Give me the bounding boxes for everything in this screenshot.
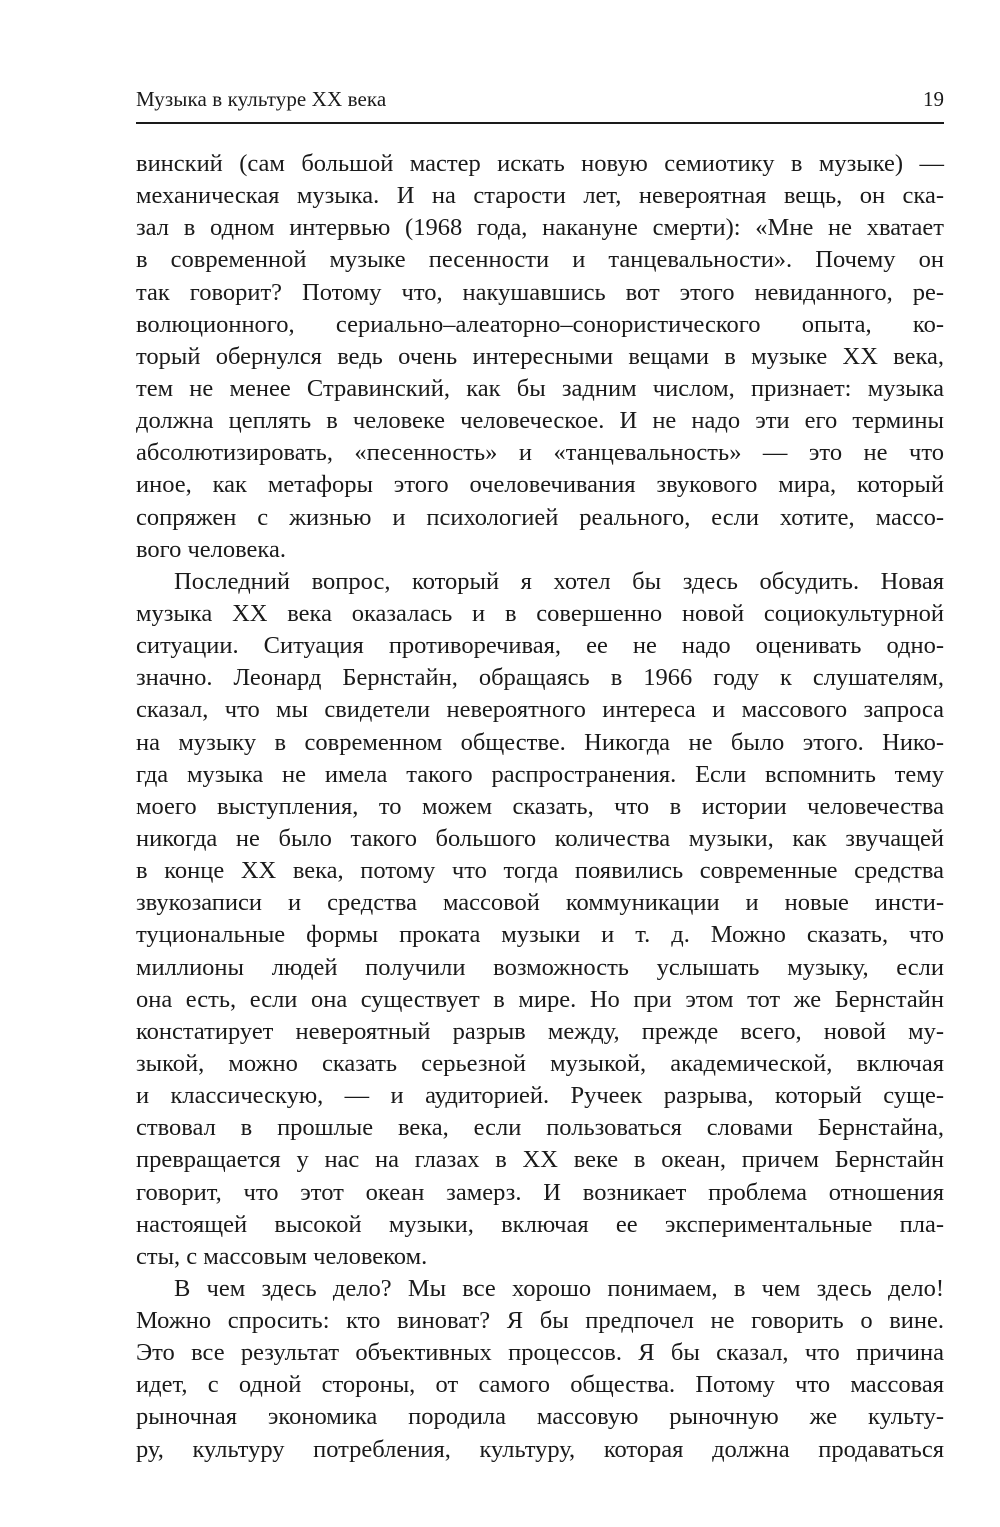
text-line: никогда не было такого большого количества музыки, как звучащей — [136, 824, 944, 852]
text-line: винский (сам большой мастер искать новую семиотику в музыке) — — [136, 150, 944, 177]
text-line: должна цеплять в человеке человеческое. И не надо эти его термины — [136, 407, 944, 435]
text-line: вого человека. — [136, 535, 286, 563]
text-line: в конце XX века, потому что тогда появились современные средства — [136, 857, 944, 885]
text-line: сопряжен с жизнью и психологией реального, если хотите, массо- — [136, 503, 944, 531]
text-line: зыкой, можно сказать серьезной музыкой, академической, включая — [136, 1049, 944, 1077]
running-header — [136, 84, 944, 120]
text-line: зал в одном интервью (1968 года, накануне смерти): «Мне не хватает — [136, 214, 944, 242]
body-text — [136, 148, 944, 1466]
text-line: превращается у нас на глазах в XX веке в океан, причем Бернстайн — [136, 1146, 944, 1174]
paragraph-2 — [136, 566, 944, 1273]
text-line: миллионы людей получили возможность услышать музыку, если — [136, 953, 944, 981]
text-line: В чем здесь дело? Мы все хорошо понимаем, в чем здесь дело! — [174, 1274, 944, 1302]
text-line: значно. Леонард Бернстайн, обращаясь в 1966 году к слушателям, — [136, 664, 944, 692]
text-line: ситуации. Ситуация противоречивая, ее не надо оценивать одно- — [136, 632, 944, 660]
text-line: Последний вопрос, который я хотел бы здесь обсудить. Новая — [174, 567, 944, 595]
text-line: идет, с одной стороны, от самого общества. Потому что массовая — [136, 1371, 944, 1399]
text-line: механическая музыка. И на старости лет, невероятная вещь, он ска- — [136, 182, 944, 210]
text-line: туциональные формы проката музыки и т. д. Можно сказать, что — [136, 921, 944, 949]
text-line: абсолютизировать, «песенность» и «танцевальность» — это не что — [136, 439, 944, 467]
text-line: моего выступления, то можем сказать, что в истории человечества — [136, 792, 944, 820]
text-line: Это все результат объективных процессов. Я бы сказал, что причина — [136, 1339, 944, 1367]
text-line: она есть, если она существует в мире. Но при этом тот же Бернстайн — [136, 985, 944, 1013]
running-header-title: Музыка в культуре XX века — [136, 87, 387, 111]
text-line: ру, культуру потребления, культуру, которая должна продаваться — [136, 1435, 944, 1463]
text-line: и классическую, — и аудиторией. Ручеек разрыва, который суще- — [136, 1082, 944, 1110]
text-line: торый обернулся ведь очень интересными вещами в музыке XX века, — [136, 342, 944, 370]
text-line: так говорит? Потому что, накушавшись вот этого невиданного, ре- — [136, 278, 944, 306]
text-line: говорит, что этот океан замерз. И возникает проблема отношения — [136, 1178, 944, 1206]
page-number: 19 — [923, 87, 944, 111]
header-rule — [136, 122, 944, 124]
text-line: констатирует невероятный разрыв между, прежде всего, новой му- — [136, 1017, 944, 1045]
text-line: ствовал в прошлые века, если пользоваться словами Бернстайна, — [136, 1114, 944, 1142]
text-line: музыка XX века оказалась и в совершенно новой социокультурной — [136, 599, 944, 627]
text-line: рыночная экономика породила массовую рыночную же культу- — [136, 1403, 944, 1431]
text-line: сты, с массовым человеком. — [136, 1242, 428, 1270]
text-line: иное, как метафоры этого очеловечивания звукового мира, который — [136, 471, 944, 499]
text-line: звукозаписи и средства массовой коммуникации и новые инсти- — [136, 889, 944, 917]
text-line: настоящей высокой музыки, включая ее экспериментальные пла- — [136, 1210, 944, 1238]
text-line: сказал, что мы свидетели невероятного интереса и массового запроса — [136, 696, 944, 724]
text-line: гда музыка не имела такого распространения. Если вспомнить тему — [136, 760, 944, 788]
text-line: на музыку в современном обществе. Никогда не было этого. Нико- — [136, 728, 944, 756]
text-line: в современной музыке песенности и танцевальности». Почему он — [136, 246, 944, 274]
text-line: тем не менее Стравинский, как бы задним числом, признает: музыка — [136, 374, 944, 402]
text-line: волюционного, сериально–алеаторно–сонористического опыта, ко- — [136, 310, 944, 338]
text-line: Можно спросить: кто виноват? Я бы предпочел не говорить о вине. — [136, 1307, 944, 1335]
paragraph-1 — [136, 148, 944, 566]
paragraph-3 — [136, 1273, 944, 1466]
